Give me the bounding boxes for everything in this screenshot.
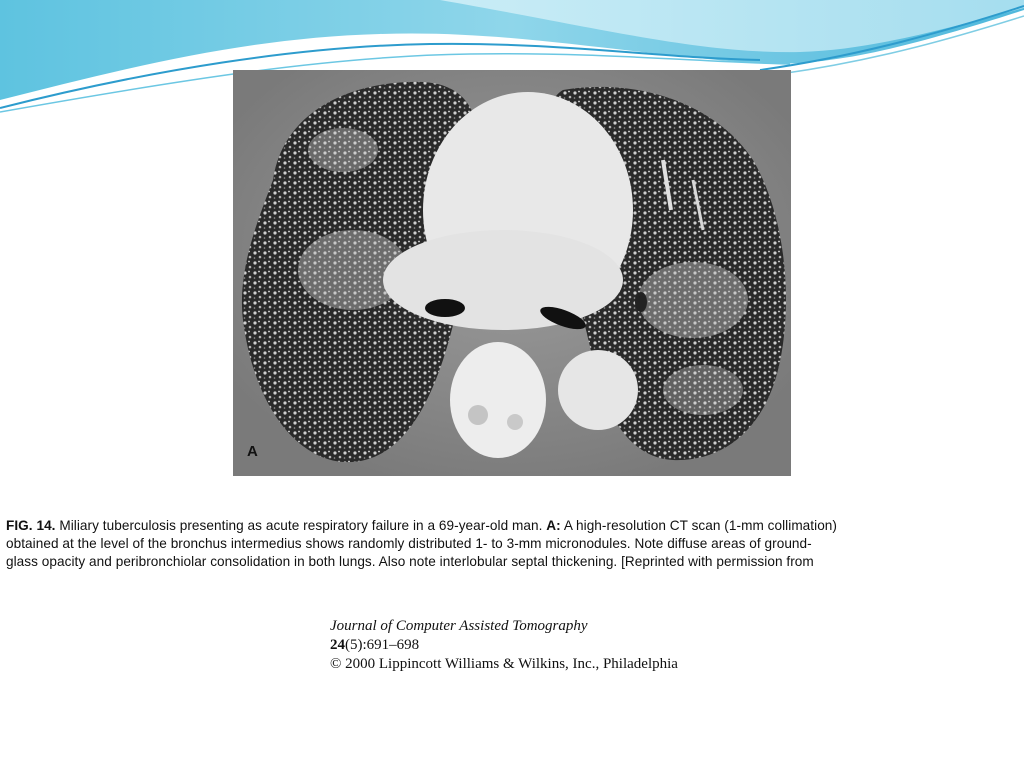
- figure-number: FIG. 14.: [6, 518, 56, 533]
- panel-label: A: [247, 443, 258, 460]
- journal-issue-pages: (5):691–698: [345, 637, 420, 653]
- ct-scan-image: [233, 70, 791, 476]
- journal-name: Journal of Computer Assisted Tomography: [330, 618, 588, 634]
- figure-caption: [0, 514, 1024, 580]
- journal-volume: 24: [330, 637, 345, 653]
- caption-line: obtained at the level of the bronchus intermedius shows randomly distributed 1- to 3-mm micronodules. Note diffuse areas of ground-: [6, 536, 812, 551]
- caption-text: A high-resolution CT scan (1-mm collimation): [560, 518, 837, 533]
- copyright-notice: © 2000 Lippincott Williams & Wilkins, Inc., Philadelphia: [330, 656, 678, 672]
- caption-text: Miliary tuberculosis presenting as acute respiratory failure in a 69-year-old man.: [55, 518, 547, 533]
- panel-reference: A:: [546, 518, 561, 533]
- journal-citation: [330, 617, 752, 674]
- journal-volume-pages: [330, 636, 752, 655]
- caption-line: [6, 517, 837, 535]
- caption-line: glass opacity and peribronchiolar consolidation in both lungs. Also note interlobular septal thickening. [Reprinted with permission from: [6, 554, 814, 569]
